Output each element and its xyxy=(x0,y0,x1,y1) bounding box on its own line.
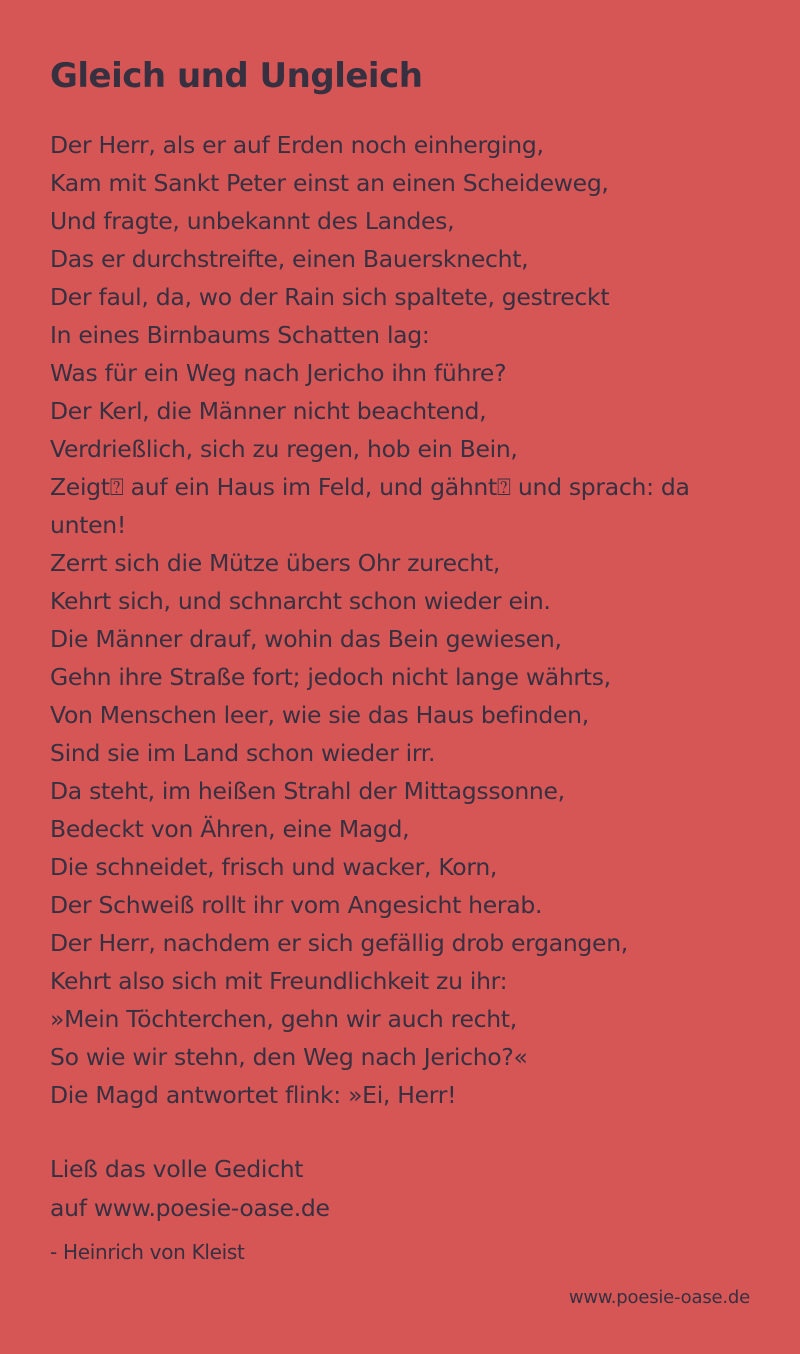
poem-line: Sind sie im Land schon wieder irr. xyxy=(50,739,436,767)
cta-link-line: auf www.poesie-oase.de xyxy=(50,1194,330,1222)
poem-line: Der Kerl, die Männer nicht beachtend, xyxy=(50,397,487,425)
footer-website: www.poesie-oase.de xyxy=(568,1287,750,1308)
poem-line: Von Menschen leer, wie sie das Haus befinden, xyxy=(50,701,589,729)
poem-line: Und fragte, unbekannt des Landes, xyxy=(50,207,455,235)
poem-line: Kehrt also sich mit Freundlichkeit zu ihr: xyxy=(50,967,508,995)
poem-line: Der Schweiß rollt ihr vom Angesicht herab. xyxy=(50,891,543,919)
cta-line: Ließ das volle Gedicht xyxy=(50,1155,304,1183)
poem-line: Bedeckt von Ähren, eine Magd, xyxy=(50,815,410,843)
poem-line: Der Herr, nachdem er sich gefällig drob ergangen, xyxy=(50,929,628,957)
poem-line: Verdrießlich, sich zu regen, hob ein Bein, xyxy=(50,435,518,463)
poem-line: Gehn ihre Straße fort; jedoch nicht lange währts, xyxy=(50,663,611,691)
poem-line: Das er durchstreifte, einen Bauersknecht, xyxy=(50,245,529,273)
poem-body xyxy=(50,126,760,1114)
poem-line: Was für ein Weg nach Jericho ihn führe? xyxy=(50,359,507,387)
poem-line: So wie wir stehn, den Weg nach Jericho?« xyxy=(50,1043,528,1071)
author-credit: - Heinrich von Kleist xyxy=(50,1240,245,1264)
poem-line: Die Männer drauf, wohin das Bein gewiesen, xyxy=(50,625,562,653)
poem-line: Kam mit Sankt Peter einst an einen Scheideweg, xyxy=(50,169,609,197)
poem-line: Da steht, im heißen Strahl der Mittagssonne, xyxy=(50,777,565,805)
poem-line: Der Herr, als er auf Erden noch einherging, xyxy=(50,131,544,159)
poem-line: Kehrt sich, und schnarcht schon wieder ein. xyxy=(50,587,551,615)
poem-line: »Mein Töchterchen, gehn wir auch recht, xyxy=(50,1005,517,1033)
poem-line: Die Magd antwortet flink: »Ei, Herr! xyxy=(50,1081,457,1109)
poem-line: Der faul, da, wo der Rain sich spaltete, gestreckt xyxy=(50,283,610,311)
read-full-poem-note xyxy=(50,1150,330,1228)
poem-line: In eines Birnbaums Schatten lag: xyxy=(50,321,430,349)
poem-line: Die schneidet, frisch und wacker, Korn, xyxy=(50,853,498,881)
poem-title: Gleich und Ungleich xyxy=(50,56,423,96)
poem-line: Zerrt sich die Mütze übers Ohr zurecht, xyxy=(50,549,501,577)
poem-line: Zeigt⍰ auf ein Haus im Feld, und gähnt⍰ und sprach: da unten! xyxy=(50,473,690,539)
